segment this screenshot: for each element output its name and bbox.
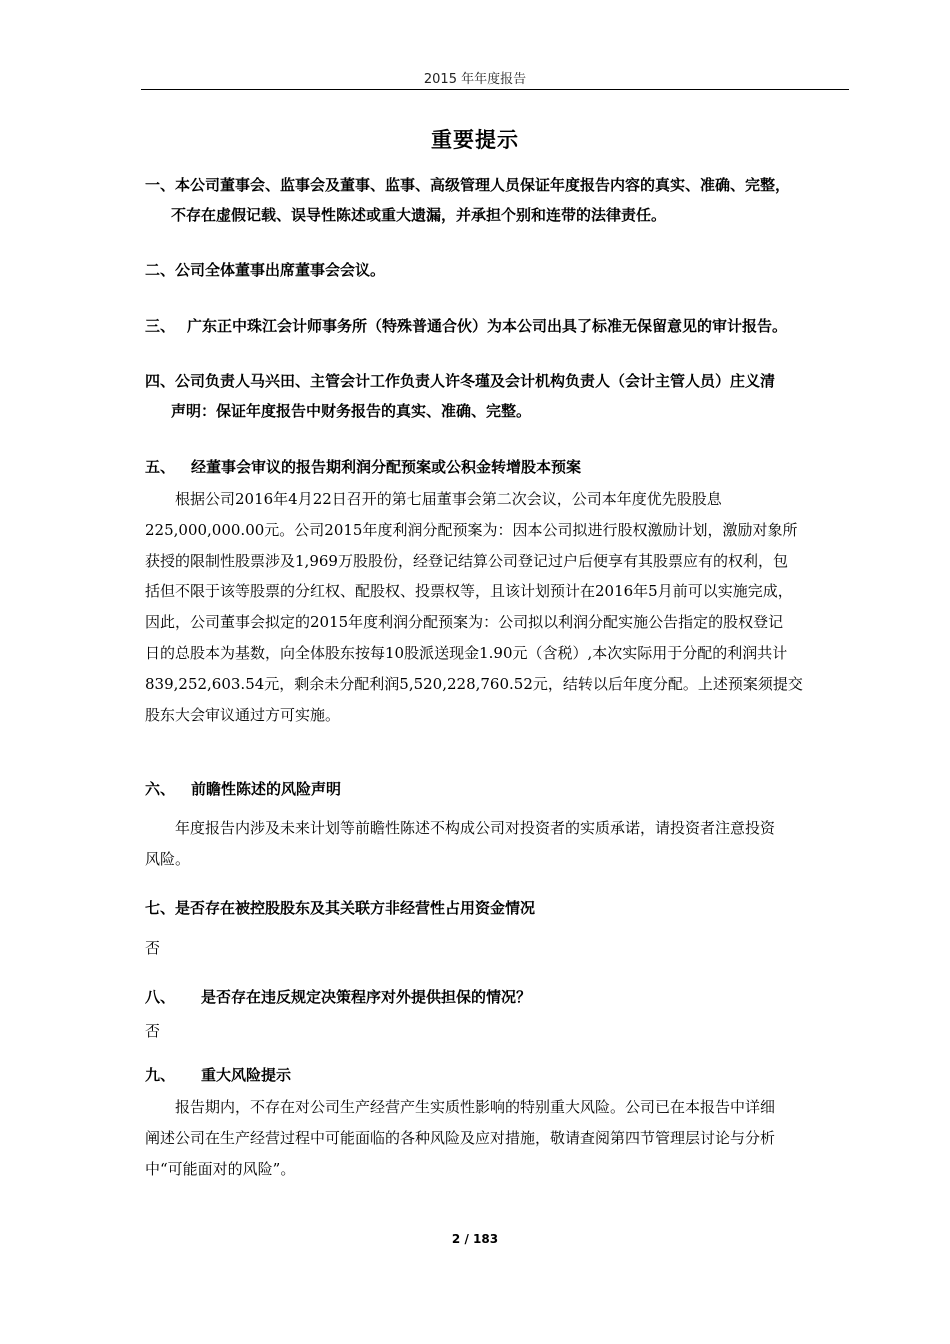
section-5-heading-text: 经董事会审议的报告期利润分配预案或公积金转增股本预案 <box>191 458 582 476</box>
section-5-line-5: 因此，公司董事会拟定的2015年度利润分配预案为：公司拟以利润分配实施公告指定的股权登记 <box>145 613 784 632</box>
section-7-heading-text: 是否存在被控股股东及其关联方非经营性占用资金情况 <box>175 899 536 917</box>
page-title: 重要提示 <box>431 128 519 152</box>
section-8-number: 八、 <box>145 988 176 1006</box>
section-9-line-2: 阐述公司在生产经营过程中可能面临的各种风险及应对措施，敬请查阅第四节管理层讨论与分析 <box>145 1128 776 1147</box>
section-7-heading <box>145 893 853 923</box>
section-6-heading-text: 前瞻性陈述的风险声明 <box>191 780 342 798</box>
section-7-answer: 否 <box>145 939 161 957</box>
section-9-heading <box>145 1060 853 1090</box>
section-5-line-6: 日的总股本为基数，向全体股东按每10股派送现金1.90元（含税）,本次实际用于分配的利润共计 <box>145 643 788 662</box>
section-4-line-1: 公司负责人马兴田、主管会计工作负责人许冬瑾及会计机构负责人（会计主管人员）庄义清 <box>175 372 776 390</box>
section-5-line-2: 225,000,000.00元。公司2015年度利润分配预案为：因本公司拟进行股权激励计划，激励对象所 <box>145 520 798 539</box>
section-5-body <box>145 484 851 730</box>
header-rule <box>141 89 849 90</box>
section-3-number: 三、 <box>145 317 176 335</box>
section-5-heading <box>145 452 853 482</box>
section-1 <box>145 170 853 230</box>
section-8-heading <box>145 982 853 1012</box>
section-3 <box>145 311 853 341</box>
section-2 <box>145 255 853 285</box>
section-6-heading <box>145 774 853 804</box>
section-2-number: 二、 <box>145 261 176 279</box>
section-8-heading-text: 是否存在违反规定决策程序对外提供担保的情况？ <box>201 988 532 1006</box>
section-6-number: 六、 <box>145 780 176 798</box>
section-5-line-3: 获授的限制性股票涉及1,969万股股份，经登记结算公司登记过户后便享有其股票应有的权利，包 <box>145 551 788 570</box>
section-4-line-2: 声明：保证年度报告中财务报告的真实、准确、完整。 <box>171 402 532 420</box>
page-number: 2 / 183 <box>451 1232 499 1246</box>
section-6-body <box>145 813 851 875</box>
section-5-line-7: 839,252,603.54元，剩余未分配利润5,520,228,760.52元，结转以后年度分配。上述预案须提交 <box>145 674 803 693</box>
section-4 <box>145 366 853 426</box>
section-7-number: 七、 <box>145 899 176 917</box>
section-5-line-8: 股东大会审议通过方可实施。 <box>145 705 341 724</box>
section-3-text: 广东正中珠江会计师事务所（特殊普通合伙）为本公司出具了标准无保留意见的审计报告。 <box>187 317 788 335</box>
section-9-number: 九、 <box>145 1066 176 1084</box>
section-5-line-1: 根据公司2016年4月22日召开的第七届董事会第二次会议，公司本年度优先股股息 <box>175 490 722 508</box>
section-9-heading-text: 重大风险提示 <box>201 1066 292 1084</box>
page-header: 2015 年年度报告 <box>423 72 527 87</box>
section-5-number: 五、 <box>145 458 176 476</box>
section-9-line-1: 报告期内，不存在对公司生产经营产生实质性影响的特别重大风险。公司已在本报告中详细 <box>175 1098 776 1116</box>
section-1-number: 一、 <box>145 176 176 194</box>
section-9-line-3: 中“可能面对的风险”。 <box>145 1159 296 1178</box>
section-1-line-2: 不存在虚假记载、误导性陈述或重大遗漏，并承担个别和连带的法律责任。 <box>171 206 667 224</box>
section-4-number: 四、 <box>145 372 176 390</box>
section-6-line-1: 年度报告内涉及未来计划等前瞻性陈述不构成公司对投资者的实质承诺，请投资者注意投资 <box>175 819 776 837</box>
section-2-text: 公司全体董事出席董事会会议。 <box>175 261 386 279</box>
section-6-line-2: 风险。 <box>145 849 191 868</box>
section-8-answer: 否 <box>145 1022 161 1040</box>
section-5-line-4: 括但不限于该等股票的分红权、配股权、投票权等，且该计划预计在2016年5月前可以实施完成， <box>145 582 793 601</box>
section-1-line-1: 本公司董事会、监事会及董事、监事、高级管理人员保证年度报告内容的真实、准确、完整， <box>175 176 791 194</box>
section-9-body <box>145 1092 851 1184</box>
